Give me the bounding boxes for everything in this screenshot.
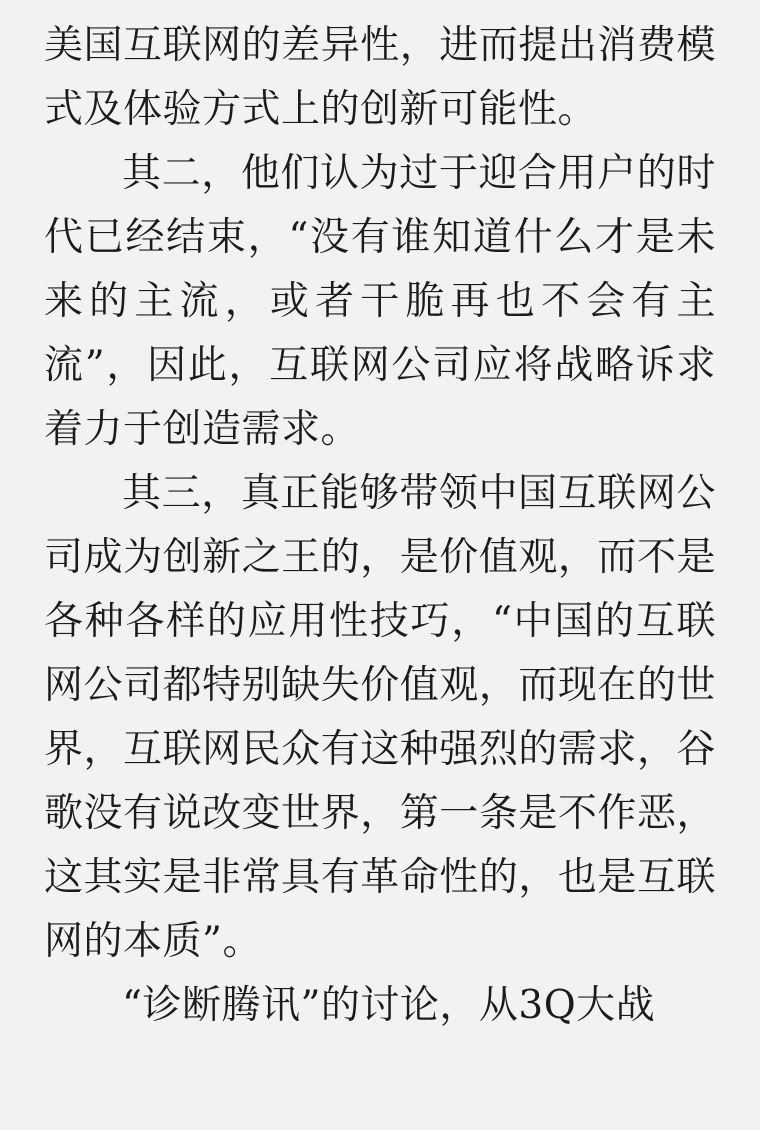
paragraph-closing: “诊断腾讯”的讨论，从3Q大战 [122, 983, 656, 1028]
document-body [44, 14, 716, 1038]
paragraph-second-point: 其二，他们认为过于迎合用户的时代已经结束，“没有谁知道什么才是未来的主流，或者干脆再也不会有主流”，因此，互联网公司应将战略诉求着力于创造需求。 [44, 151, 716, 452]
paragraph-continued: 美国互联网的差异性，进而提出消费模式及体验方式上的创新可能性。 [44, 23, 716, 132]
paragraph-third-point: 其三，真正能够带领中国互联网公司成为创新之王的，是价值观，而不是各种各样的应用性技巧，“中国的互联网公司都特别缺失价值观，而现在的世界，互联网民众有这种强烈的需求，谷歌没有说改变世界，第一条是不作恶，这其实是非常具有革命性的，也是互联网的本质”。 [44, 471, 716, 964]
